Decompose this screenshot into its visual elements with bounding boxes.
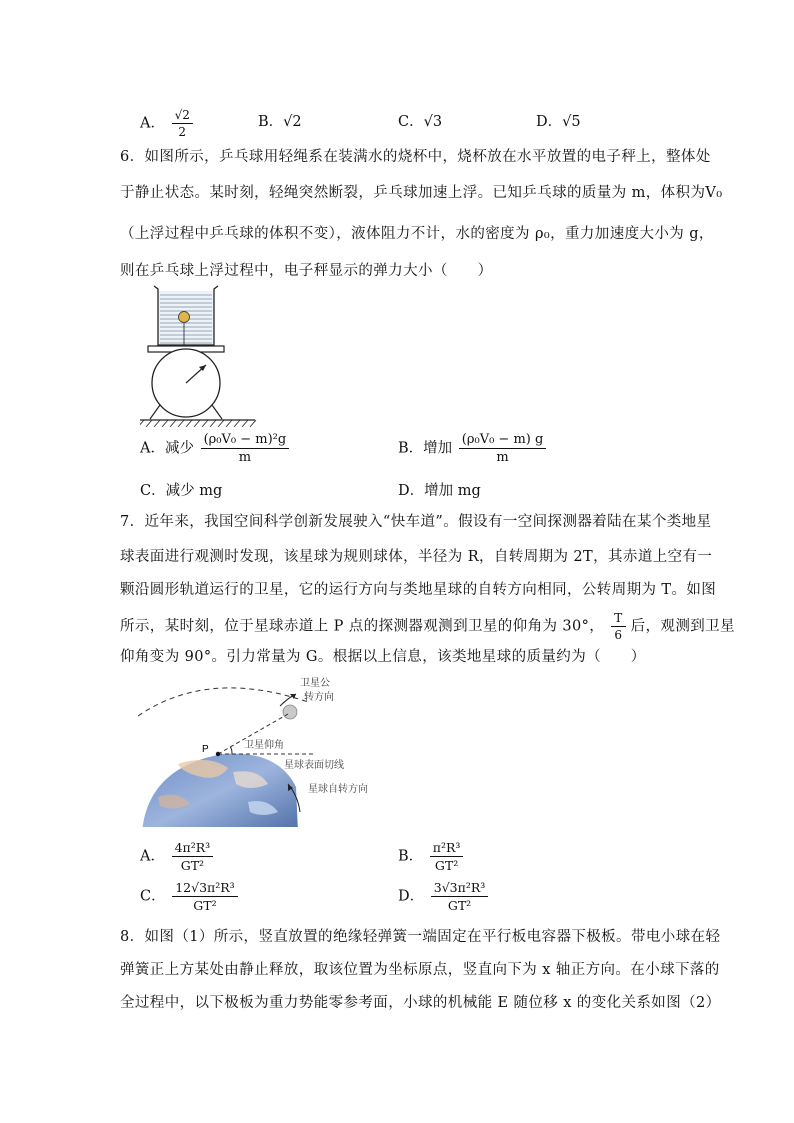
satellite [283,705,297,719]
q7-frac-den: 6 [614,628,623,642]
ping-pong-ball [179,312,190,323]
ground-hatching [140,420,256,427]
elevation-angle-label: 卫星仰角 [244,740,284,751]
point-p [216,752,220,756]
q7-line-5: 仰角变为 90°。引力常量为 G。根据以上信息，该类地星球的质量约为（ ） [120,649,646,665]
q6-option-b [398,432,546,465]
q8-line-1: 8．如图（1）所示，竖直放置的绝缘轻弹簧一端固定在平行板电容器下极板。带电小球在轻 [120,929,721,945]
q5-option-d [536,110,581,131]
q6-option-c: C．减少 mg [140,483,223,499]
q7-line-4-text: 所示，某时刻，位于星球赤道上 P 点的探测器观测到卫星的仰角为 30°， [120,618,605,635]
q5-option-a [140,108,193,139]
q6-option-a-den: m [238,450,252,465]
q7-option-d [398,880,488,913]
q7-option-b-num: π²R³ [430,840,464,857]
q7-option-c [140,880,238,913]
q6-option-a-label: A．减少 [140,440,194,457]
q6-option-a-num: (ρ₀V₀ − m)²g [201,432,290,449]
q7-option-b [398,840,463,873]
q7-option-a-num: 4π²R³ [172,840,214,857]
q6-option-a [140,432,289,465]
q5-option-b-label: B． [258,114,284,130]
q5-option-c-label: C． [398,114,424,130]
q7-option-c-num: 12√3π²R³ [172,880,237,897]
q7-option-b-fraction [430,840,464,873]
q7-line-4-tail: 后，观测到卫星 [630,618,735,635]
q7-option-c-den: GT² [193,898,217,913]
q6-line-4: 则在乒乓球上浮过程中，电子秤显示的弹力大小（ ） [120,263,493,279]
tangent-label: 星球表面切线 [284,760,344,771]
q6-line-1: 6．如图所示，乒乓球用轻绳系在装满水的烧杯中，烧杯放在水平放置的电子秤上，整体处 [120,149,711,165]
q8-line-2: 弹簧正上方某处由静止释放，取该位置为坐标原点，竖直向下为 x 轴正方向。在小球下落的 [120,962,720,978]
q5-option-a-num: √2 [172,108,193,124]
q7-option-b-label: B． [398,848,424,865]
point-p-label: P [202,744,209,755]
q7-line-3: 颗沿圆形轨道运行的卫星，它的运行方向与类地星球的自转方向相同，公转周期为 T。如图 [120,582,717,598]
satellite-figure [138,672,378,832]
q6-option-b-den: m [496,450,509,465]
q5-option-d-label: D． [536,114,563,130]
q7-line-4-fraction [611,611,625,642]
q5-option-c [398,110,442,131]
q7-option-a-den: GT² [180,858,205,873]
q5-option-c-value: √3 [423,114,443,130]
q7-line-4 [120,611,735,642]
q6-line-2: 于静止状态。某时刻，轻绳突然断裂，乒乓球加速上浮。已知乒乓球的质量为 m，体积为V₀ [120,185,723,201]
orbit-direction-label-2: 转方向 [304,692,334,703]
orbit-path [138,688,308,716]
q6-option-d: D．增加 mg [398,483,481,499]
q6-option-a-fraction [201,432,290,465]
q5-option-a-label: A． [140,115,165,132]
q7-option-d-label: D． [398,888,425,905]
q6-line-3: （上浮过程中乒乓球的体积不变），液体阻力不计，水的密度为 ρ₀，重力加速度大小为 g， [120,226,714,242]
q5-option-d-value: √5 [562,114,581,130]
q6-option-b-label: B．增加 [398,440,453,457]
q7-line-2: 球表面进行观测时发现，该星球为规则球体，半径为 R，自转周期为 2T，其赤道上空有一 [120,549,713,565]
q7-option-a-label: A． [140,848,165,865]
q7-frac-num: T [611,611,625,627]
q7-option-c-label: C． [140,888,166,905]
q7-option-d-num: 3√3π²R³ [431,880,489,897]
q7-option-d-fraction [431,880,489,913]
q7-option-a-fraction [172,840,214,873]
q7-option-a [140,840,213,873]
q7-option-d-den: GT² [447,898,472,913]
q5-option-b [258,110,302,131]
orbit-direction-label-1: 卫星公 [300,678,330,689]
rotation-label: 星球自转方向 [308,784,368,795]
q8-line-3: 全过程中，以下极板为重力势能零参考面，小球的机械能 E 随位移 x 的变化关系如图（2） [120,995,721,1011]
scale-beaker-figure [140,283,260,428]
q5-option-a-den: 2 [178,125,187,139]
q6-option-b-num: (ρ₀V₀ − m) g [459,432,547,449]
q5-option-a-fraction [172,108,193,139]
q6-option-b-fraction [459,432,547,465]
q7-option-b-den: GT² [434,858,459,873]
q7-line-1: 7．近年来，我国空间科学创新发展驶入“快车道”。假设有一空间探测器着陆在某个类地星 [120,514,712,530]
q5-option-b-value: √2 [283,114,302,130]
q7-option-c-fraction [172,880,237,913]
